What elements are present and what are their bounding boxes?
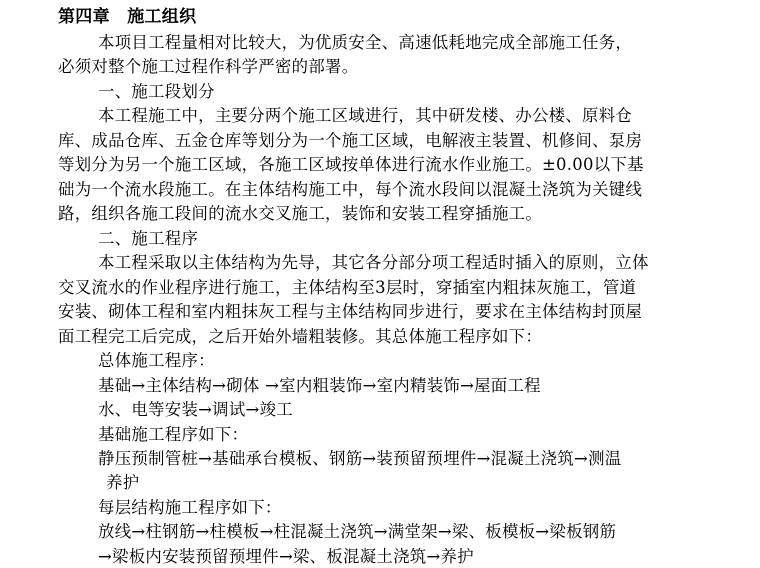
division-paragraph-line-4: 础为一个流水段施工。在主体结构施工中，每个流水段间以混凝土浇筑为关键线	[58, 180, 643, 199]
foundation-procedure-label: 基础施工程序如下：	[98, 425, 249, 444]
division-paragraph-line-5: 路，组织各施工段间的流水交叉施工，装饰和安装工程穿插施工。	[58, 204, 543, 223]
procedure-paragraph-line-4: 面工程完工后完成，之后开始外墙粗装修。其总体施工程序如下：	[58, 327, 543, 346]
foundation-flow-line-2: 养护	[106, 473, 140, 492]
overall-procedure-label: 总体施工程序：	[98, 351, 215, 370]
overall-flow-line-1: 基础→主体结构→砌体 →室内粗装饰→室内精装饰→屋面工程	[98, 376, 541, 395]
foundation-flow-line-1: 静压预制管桩→基础承台模板、钢筋→装预留预埋件→混凝土浇筑→测温	[98, 449, 622, 468]
floor-procedure-label: 每层结构施工程序如下：	[98, 498, 282, 517]
procedure-paragraph-line-3: 安装、砌体工程和室内粗抹灰工程与主体结构同步进行，要求在主体结构封顶屋	[58, 302, 643, 321]
division-paragraph-line-1: 本工程施工中，主要分两个施工区域进行，其中研发楼、办公楼、原料仓	[98, 106, 633, 125]
procedure-paragraph-line-2: 交叉流水的作业程序进行施工，主体结构至3层时，穿插室内粗抹灰施工，管道	[58, 278, 637, 297]
intro-line-2: 必须对整个施工过程作科学严密的部署。	[58, 57, 359, 76]
procedure-paragraph-line-1: 本工程采取以主体结构为先导，其它各分部分项工程适时插入的原则，立体	[98, 253, 649, 272]
section-heading-division: 一、施工段划分	[98, 82, 215, 101]
floor-flow-line-2: →梁板内安装预留预埋件→梁、板混凝土浇筑→养护	[98, 547, 474, 566]
intro-line-1: 本项目工程量相对比较大，为优质安全、高速低耗地完成全部施工任务，	[98, 33, 633, 52]
division-paragraph-line-2: 库、成品仓库、五金仓库等划分为一个施工区域，电解液主装置、机修间、泵房	[58, 131, 643, 150]
floor-flow-line-1: 放线→柱钢筋→柱模板→柱混凝土浇筑→满堂架→梁、板模板→梁板钢筋	[98, 522, 617, 541]
division-paragraph-line-3: 等划分为另一个施工区域，各施工区域按单体进行流水作业施工。±0.00以下基	[58, 155, 644, 174]
section-heading-procedure: 二、施工程序	[98, 229, 199, 248]
overall-flow-line-2: 水、电等安装→调试→竣工	[98, 400, 293, 419]
chapter-title: 第四章 施工组织	[58, 7, 197, 27]
